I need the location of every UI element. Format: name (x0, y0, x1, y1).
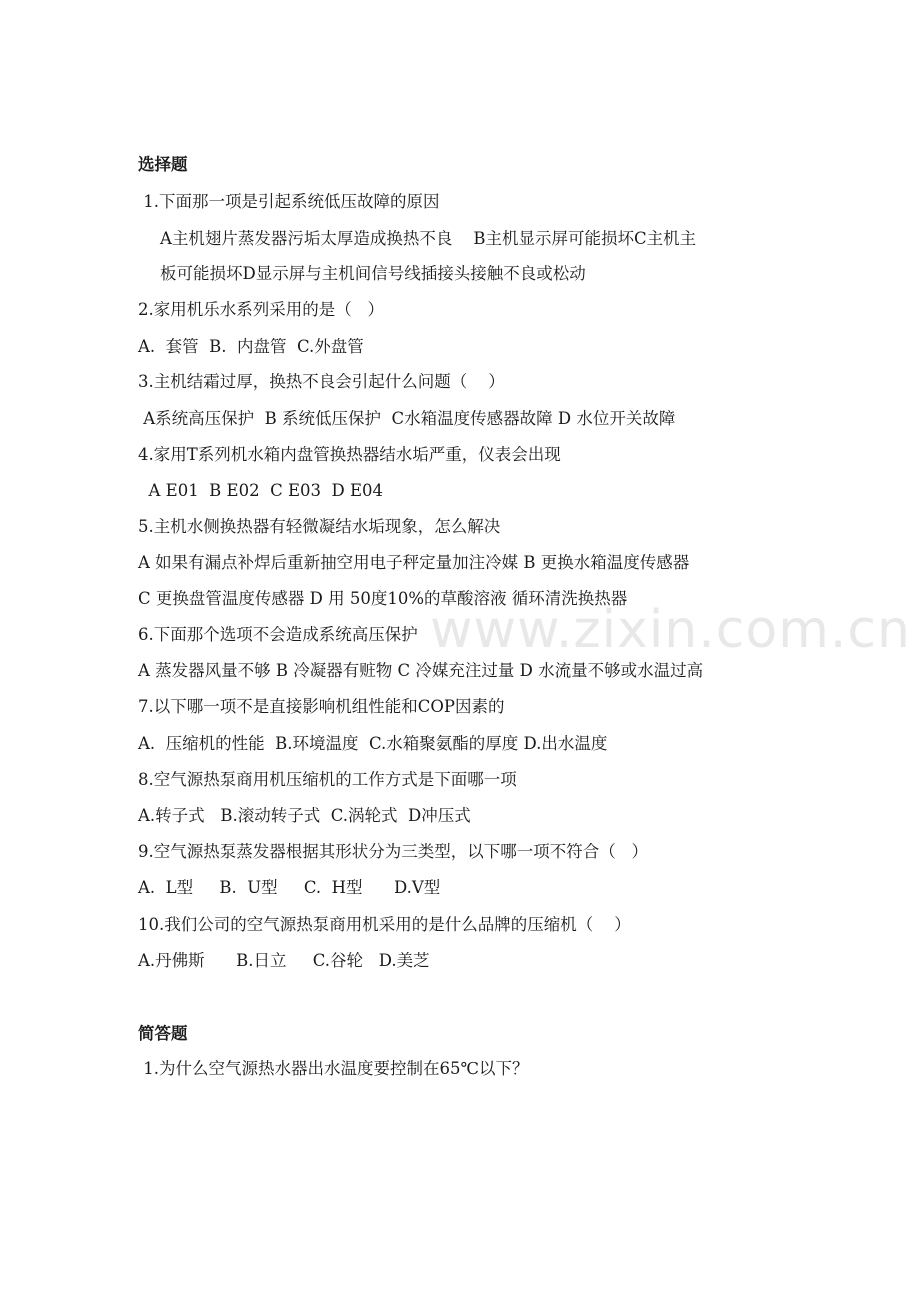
question-4-options: A E01 B E02 C E03 D E04 (138, 481, 383, 500)
watermark: www.zixin.com.cn (430, 600, 911, 660)
section-title-short-answer: 简答题 (138, 1024, 188, 1043)
question-5-options-line-1: A 如果有漏点补焊后重新抽空用电子秤定量加注冷媒 B 更换水箱温度传感器 (138, 553, 690, 572)
section-title-choice: 选择题 (138, 155, 188, 174)
question-10-options: A.丹佛斯 B.日立 C.谷轮 D.美芝 (138, 951, 430, 970)
question-3: 3.主机结霜过厚，换热不良会引起什么问题（ ） (138, 372, 505, 391)
question-2: 2.家用机乐水系列采用的是（ ） (138, 300, 384, 319)
question-5: 5.主机水侧换热器有轻微凝结水垢现象，怎么解决 (138, 517, 501, 536)
question-6-options: A 蒸发器风量不够 B 冷凝器有赃物 C 冷媒充注过量 D 水流量不够或水温过高 (138, 661, 704, 680)
question-3-options: A系统高压保护 B 系统低压保护 C水箱温度传感器故障 D 水位开关故障 (138, 409, 676, 428)
question-4: 4.家用T系列机水箱内盘管换热器结水垢严重，仪表会出现 (138, 445, 561, 464)
question-1-options-line-2: 板可能损坏D显示屏与主机间信号线插接头接触不良或松动 (160, 264, 586, 283)
short-answer-question-1: 1.为什么空气源热水器出水温度要控制在65℃以下？ (138, 1059, 529, 1078)
question-5-options-line-2: C 更换盘管温度传感器 D 用 50度10%的草酸溶液 循环清洗换热器 (138, 589, 628, 608)
question-7: 7.以下哪一项不是直接影响机组性能和COP因素的 (138, 697, 505, 716)
question-6: 6.下面那个选项不会造成系统高压保护 (138, 625, 418, 644)
question-1: 1.下面那一项是引起系统低压故障的原因 (138, 192, 440, 211)
question-1-options-line-1: A主机翅片蒸发器污垢太厚造成换热不良 B主机显示屏可能损坏C主机主 (160, 229, 697, 248)
question-8: 8.空气源热泵商用机压缩机的工作方式是下面哪一项 (138, 770, 517, 789)
question-9-options: A. L型 B. U型 C. H型 D.V型 (138, 878, 441, 897)
question-8-options: A.转子式 B.滚动转子式 C.涡轮式 D冲压式 (138, 806, 471, 825)
question-2-options: A. 套管 B. 内盘管 C.外盘管 (138, 337, 364, 356)
question-10: 10.我们公司的空气源热泵商用机采用的是什么品牌的压缩机（ ） (138, 915, 631, 934)
question-9: 9.空气源热泵蒸发器根据其形状分为三类型，以下哪一项不符合（ ） (138, 842, 648, 861)
question-7-options: A. 压缩机的性能 B.环境温度 C.水箱聚氨酯的厚度 D.出水温度 (138, 734, 608, 753)
